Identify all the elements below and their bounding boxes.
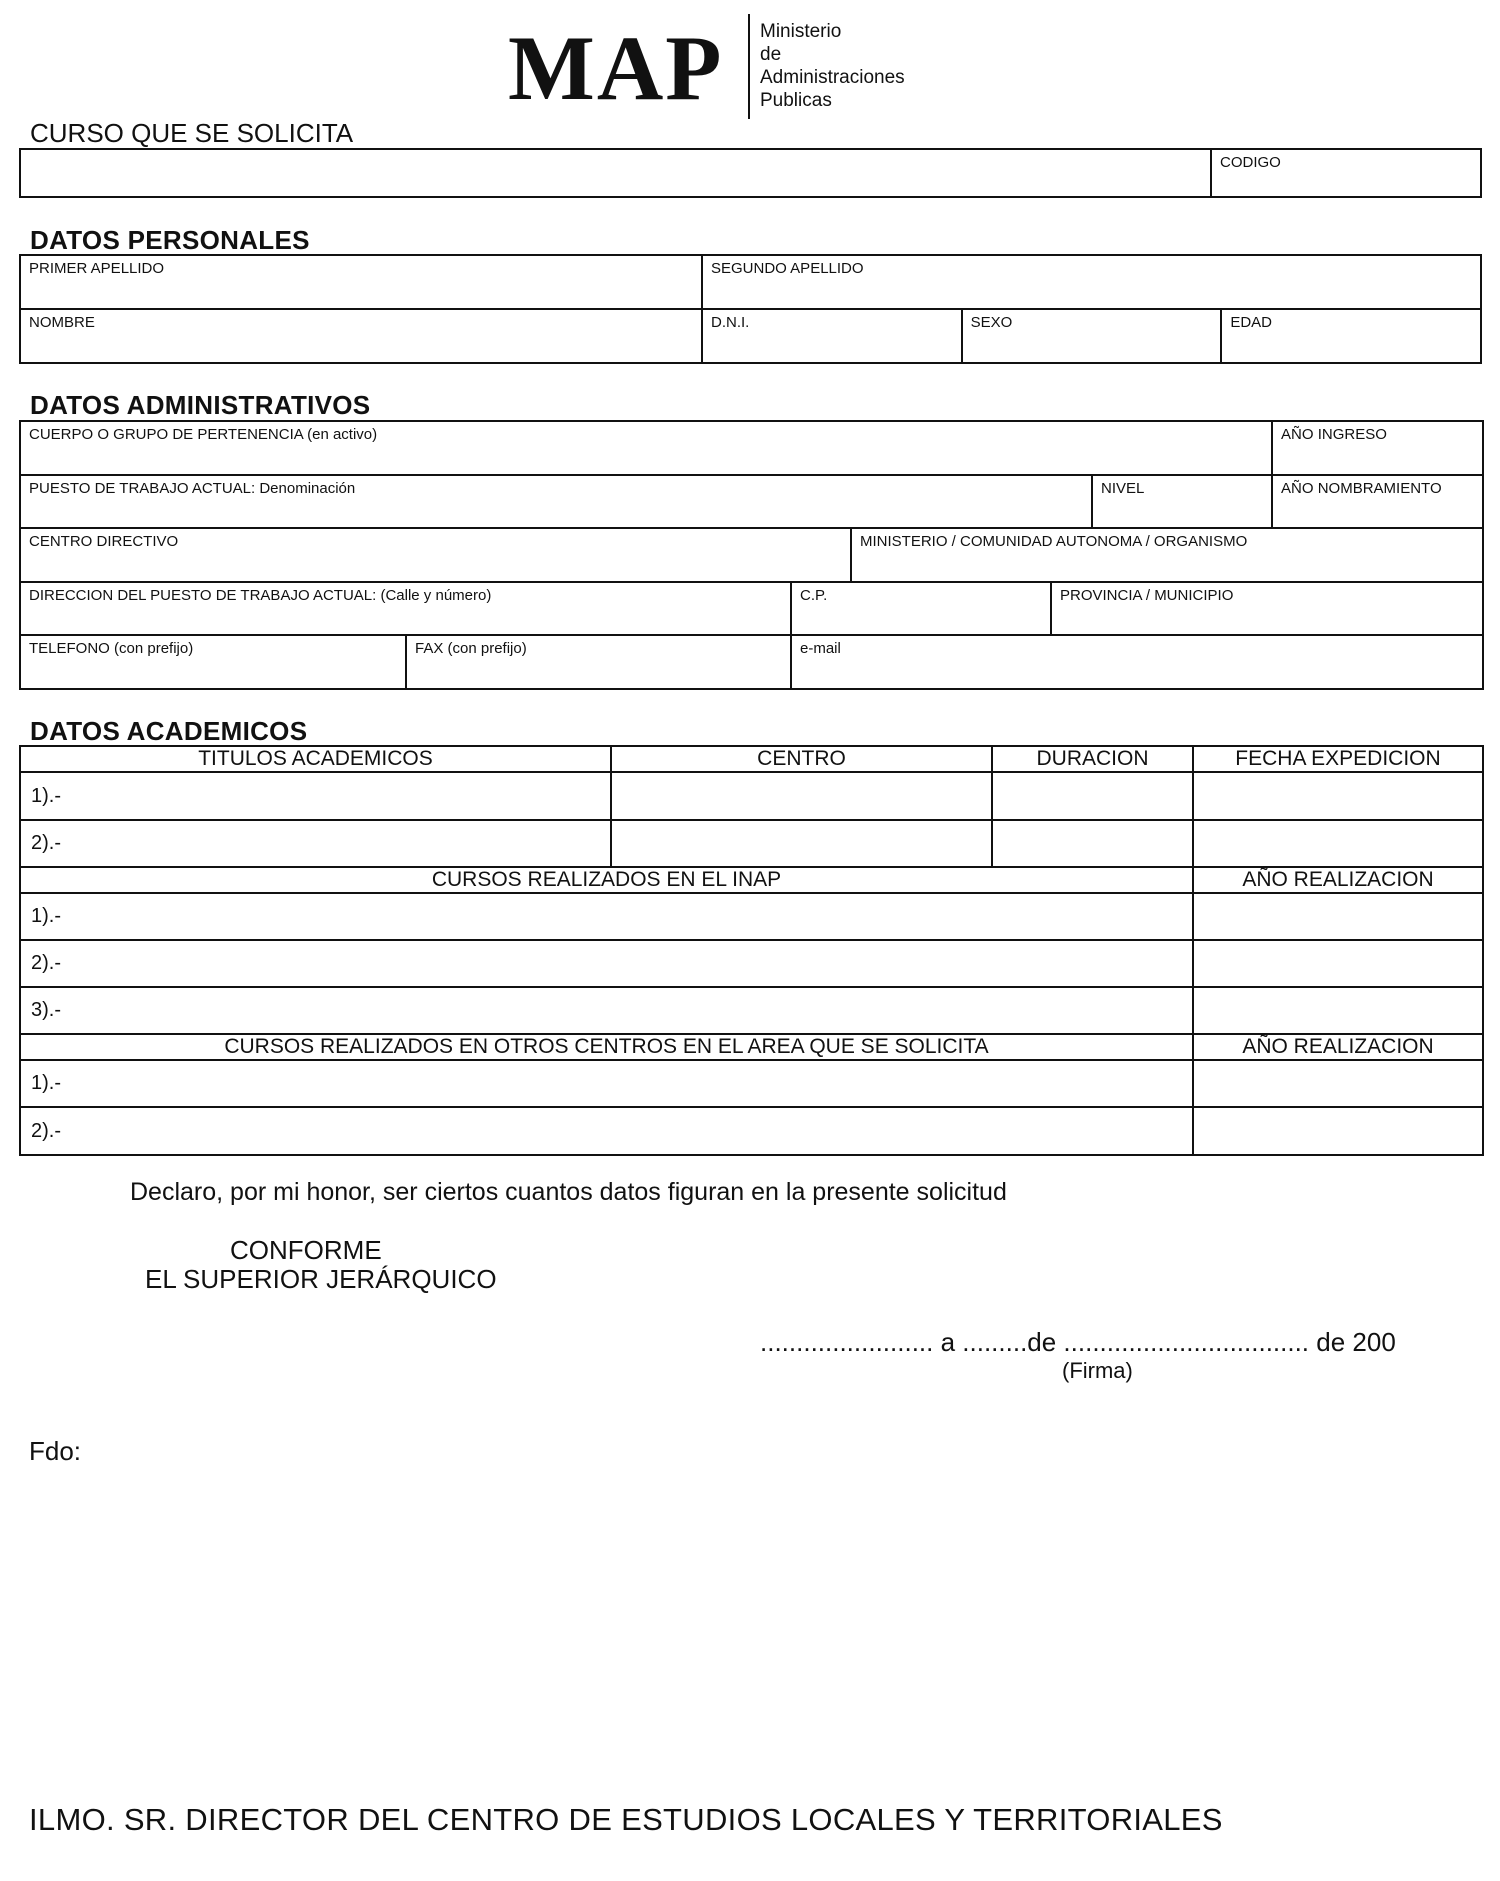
declaracion-text: Declaro, por mi honor, ser ciertos cuantos datos figuran en la presente solicitud bbox=[130, 1178, 1007, 1206]
anio-cell[interactable] bbox=[1193, 893, 1483, 940]
superior-label: EL SUPERIOR JERÁRQUICO bbox=[145, 1264, 497, 1294]
sexo-field[interactable] bbox=[962, 309, 1222, 363]
fecha-line[interactable]: ........................ a .........de .................................. de 200 bbox=[760, 1327, 1396, 1357]
otros-header: CURSOS REALIZADOS EN OTROS CENTROS EN EL AREA QUE SE SOLICITA bbox=[20, 1034, 1193, 1060]
nivel-field[interactable] bbox=[1092, 475, 1272, 528]
row-number: 2).- bbox=[31, 832, 61, 854]
centro-directivo-label: CENTRO DIRECTIVO bbox=[29, 533, 179, 550]
cp-field[interactable] bbox=[791, 582, 1051, 635]
primer-apellido-label: PRIMER APELLIDO bbox=[29, 260, 165, 277]
inap-row-2[interactable] bbox=[20, 940, 1193, 987]
anio-cell[interactable] bbox=[1193, 1060, 1483, 1107]
puesto-field[interactable] bbox=[20, 475, 1092, 528]
anio-nombramiento-field[interactable] bbox=[1272, 475, 1483, 528]
conforme-label: CONFORME bbox=[230, 1235, 382, 1265]
fax-label: FAX (con prefijo) bbox=[415, 640, 527, 657]
nivel-label: NIVEL bbox=[1101, 480, 1145, 497]
cuerpo-field[interactable] bbox=[20, 421, 1272, 475]
row-number: 3).- bbox=[31, 999, 61, 1021]
inap-row-1[interactable] bbox=[20, 893, 1193, 940]
fdo-label: Fdo: bbox=[29, 1436, 82, 1466]
ministry-name bbox=[760, 20, 905, 112]
centro-directivo-field[interactable] bbox=[20, 528, 851, 582]
administrativos-table bbox=[19, 420, 1484, 690]
edad-label: EDAD bbox=[1230, 314, 1272, 331]
anio-cell[interactable] bbox=[1193, 987, 1483, 1034]
provincia-field[interactable] bbox=[1051, 582, 1483, 635]
ministerio-label: MINISTERIO / COMUNIDAD AUTONOMA / ORGANISMO bbox=[860, 533, 1248, 550]
primer-apellido-field[interactable] bbox=[20, 255, 702, 309]
personales-heading: DATOS PERSONALES bbox=[30, 225, 310, 255]
segundo-apellido-field[interactable] bbox=[702, 255, 1481, 309]
fecha-cell[interactable] bbox=[1193, 772, 1483, 820]
codigo-field[interactable] bbox=[1211, 149, 1481, 197]
curso-heading: CURSO QUE SE SOLICITA bbox=[30, 118, 354, 148]
row-number: 1).- bbox=[31, 905, 61, 927]
logo-divider bbox=[748, 14, 750, 119]
otros-row-2[interactable] bbox=[20, 1107, 1193, 1155]
direccion-label: DIRECCION DEL PUESTO DE TRABAJO ACTUAL: (Calle y número) bbox=[29, 587, 492, 604]
row-number: 2).- bbox=[31, 1119, 61, 1142]
centro-cell[interactable] bbox=[611, 772, 992, 820]
email-label: e-mail bbox=[800, 640, 841, 657]
codigo-label: CODIGO bbox=[1220, 154, 1281, 171]
inap-row-3[interactable] bbox=[20, 987, 1193, 1034]
ministry-line-1: Ministerio bbox=[760, 21, 842, 42]
telefono-field[interactable] bbox=[20, 635, 406, 689]
direccion-field[interactable] bbox=[20, 582, 791, 635]
ministry-line-2: de bbox=[760, 44, 782, 65]
col-centro-header: CENTRO bbox=[611, 746, 992, 772]
anio-cell[interactable] bbox=[1193, 1107, 1483, 1155]
titulo-row-1[interactable] bbox=[20, 772, 611, 820]
map-logo: MAP bbox=[508, 17, 724, 119]
academicos-heading: DATOS ACADEMICOS bbox=[30, 716, 308, 746]
personales-table bbox=[19, 254, 1482, 364]
row-number: 2).- bbox=[31, 952, 61, 974]
ministry-line-3: Administraciones bbox=[760, 67, 905, 88]
addressee: ILMO. SR. DIRECTOR DEL CENTRO DE ESTUDIOS LOCALES Y TERRITORIALES bbox=[29, 1802, 1223, 1837]
otros-anio-header: AÑO REALIZACION bbox=[1193, 1034, 1483, 1060]
curso-table bbox=[19, 148, 1482, 198]
dni-field[interactable] bbox=[702, 309, 962, 363]
telefono-label: TELEFONO (con prefijo) bbox=[29, 640, 194, 657]
ministerio-field[interactable] bbox=[851, 528, 1483, 582]
email-field[interactable] bbox=[791, 635, 1483, 689]
otros-row-1[interactable] bbox=[20, 1060, 1193, 1107]
anio-cell[interactable] bbox=[1193, 940, 1483, 987]
ministry-line-4: Publicas bbox=[760, 90, 832, 111]
inap-anio-header: AÑO REALIZACION bbox=[1193, 867, 1483, 893]
col-fecha-header: FECHA EXPEDICION bbox=[1193, 746, 1483, 772]
col-duracion-header: DURACION bbox=[992, 746, 1193, 772]
anio-ingreso-field[interactable] bbox=[1272, 421, 1483, 475]
duracion-cell[interactable] bbox=[992, 820, 1193, 867]
fax-field[interactable] bbox=[406, 635, 791, 689]
provincia-label: PROVINCIA / MUNICIPIO bbox=[1060, 587, 1234, 604]
centro-cell[interactable] bbox=[611, 820, 992, 867]
fecha-cell[interactable] bbox=[1193, 820, 1483, 867]
anio-ingreso-label: AÑO INGRESO bbox=[1281, 426, 1387, 443]
row-number: 1).- bbox=[31, 1072, 61, 1094]
cuerpo-label: CUERPO O GRUPO DE PERTENENCIA (en activo) bbox=[29, 426, 378, 443]
puesto-label: PUESTO DE TRABAJO ACTUAL: Denominación bbox=[29, 480, 356, 497]
titulo-row-2[interactable] bbox=[20, 820, 611, 867]
edad-field[interactable] bbox=[1221, 309, 1481, 363]
cp-label: C.P. bbox=[800, 587, 828, 604]
nombre-field[interactable] bbox=[20, 309, 702, 363]
anio-nombramiento-label: AÑO NOMBRAMIENTO bbox=[1281, 480, 1442, 497]
firma-label: (Firma) bbox=[1062, 1358, 1133, 1383]
nombre-label: NOMBRE bbox=[29, 314, 95, 331]
dni-label: D.N.I. bbox=[711, 314, 750, 331]
duracion-cell[interactable] bbox=[992, 772, 1193, 820]
academicos-table bbox=[19, 745, 1484, 1156]
row-number: 1).- bbox=[31, 784, 61, 807]
inap-header: CURSOS REALIZADOS EN EL INAP bbox=[20, 867, 1193, 893]
segundo-apellido-label: SEGUNDO APELLIDO bbox=[711, 260, 864, 277]
sexo-label: SEXO bbox=[970, 314, 1013, 331]
col-titulos-header: TITULOS ACADEMICOS bbox=[20, 746, 611, 772]
curso-field[interactable] bbox=[20, 149, 1211, 197]
administrativos-heading: DATOS ADMINISTRATIVOS bbox=[30, 390, 371, 420]
